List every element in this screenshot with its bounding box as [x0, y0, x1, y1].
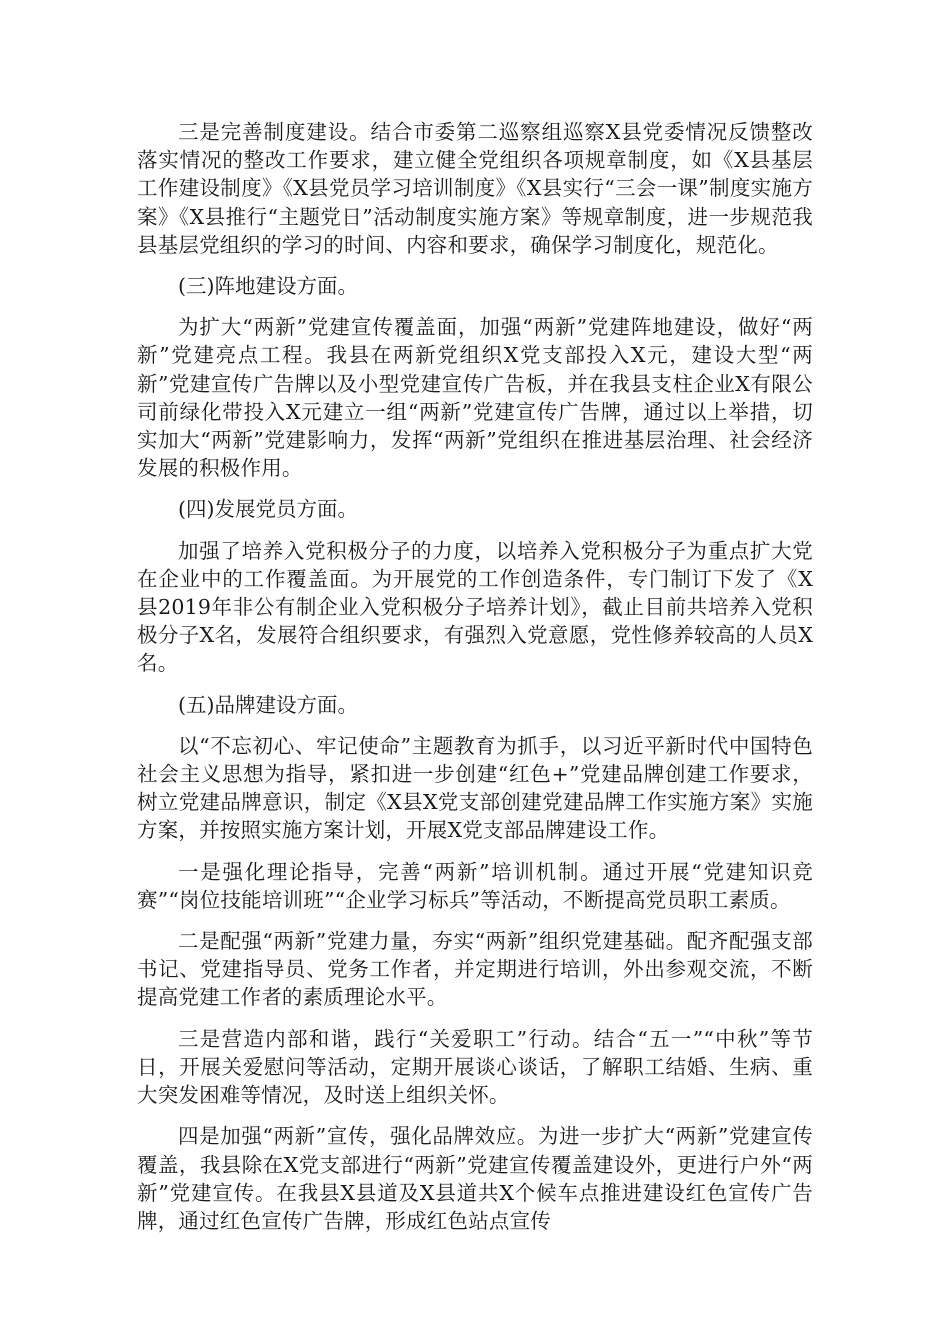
paragraph-brand-building: 以“不忘初心、牢记使命”主题教育为抓手，以习近平新时代中国特色社会主义思想为指导，紧扣进一步创建“红色+”党建品牌创建工作要求，树立党建品牌意识，制定《X县X党支部创建党建品牌工作实施方案》实施方案，并按照实施方案计划，开展X党支部品牌建设工作。: [137, 733, 813, 843]
section-heading-brand-building: (五)品牌建设方面。: [178, 692, 358, 717]
paragraph-publicity: 四是加强“两新”宣传，强化品牌效应。为进一步扩大“两新”党建宣传覆盖，我县除在X党支部进行“两新”党建宣传覆盖建设外，更进行户外“两新”党建宣传。在我县X县道及X县道共X个候车点推进建设红色宣传广告牌，通过红色宣传广告牌，形成红色站点宣传: [137, 1124, 813, 1233]
paragraph-member-development: 加强了培养入党积极分子的力度，以培养入党积极分子为重点扩大党在企业中的工作覆盖面。为开展党的工作创造条件，专门制订下发了《X县2019年非公有制企业入党积极分子培养计划》，截止目前共培养入党积极分子X名，发展符合组织要求，有强烈入党意愿，党性修养较高的人员X名。: [137, 538, 813, 676]
paragraph-internal-harmony: 三是营造内部和谐，践行“关爱职工”行动。结合“五一”“中秋”等节日，开展关爱慰问等活动，定期开展谈心谈话，了解职工结婚、生病、重大突发困难等情况，及时送上组织关怀。: [137, 1026, 813, 1108]
section-heading-position-building: (三)阵地建设方面。: [178, 274, 358, 299]
paragraph-theory-guidance: 一是强化理论指导，完善“两新”培训机制。通过开展“党建知识竞赛”“岗位技能培训班”“企业学习标兵”等活动，不断提高党员职工素质。: [137, 859, 813, 912]
paragraph-position-building: 为扩大“两新”党建宣传覆盖面，加强“两新”党建阵地建设，做好“两新”党建亮点工程。我县在两新党组织X党支部投入X元，建设大型“两新”党建宣传广告牌以及小型党建宣传广告板，并在我县支柱企业X有限公司前绿化带投入X元建立一组“两新”党建宣传广告牌，通过以上举措，切实加大“两新”党建影响力，发挥“两新”党组织在推进基层治理、社会经济发展的积极作用。: [137, 315, 813, 481]
paragraph-system-building: 三是完善制度建设。结合市委第二巡察组巡察X县党委情况反馈整改落实情况的整改工作要求，建立健全党组织各项规章制度，如《X县基层工作建设制度》《X县党员学习培训制度》《X县实行“三会一课”制度实施方案》《X县推行“主题党日”活动制度实施方案》等规章制度，进一步规范我县基层党组织的学习的时间、内容和要求，确保学习制度化，规范化。: [137, 120, 813, 257]
document-body: [137, 118, 813, 1248]
paragraph-party-strength: 二是配强“两新”党建力量，夯实“两新”组织党建基础。配齐配强支部书记、党建指导员、党务工作者，并定期进行培训，外出参观交流，不断提高党建工作者的素质理论水平。: [137, 929, 813, 1010]
section-heading-member-development: (四)发展党员方面。: [178, 497, 358, 522]
